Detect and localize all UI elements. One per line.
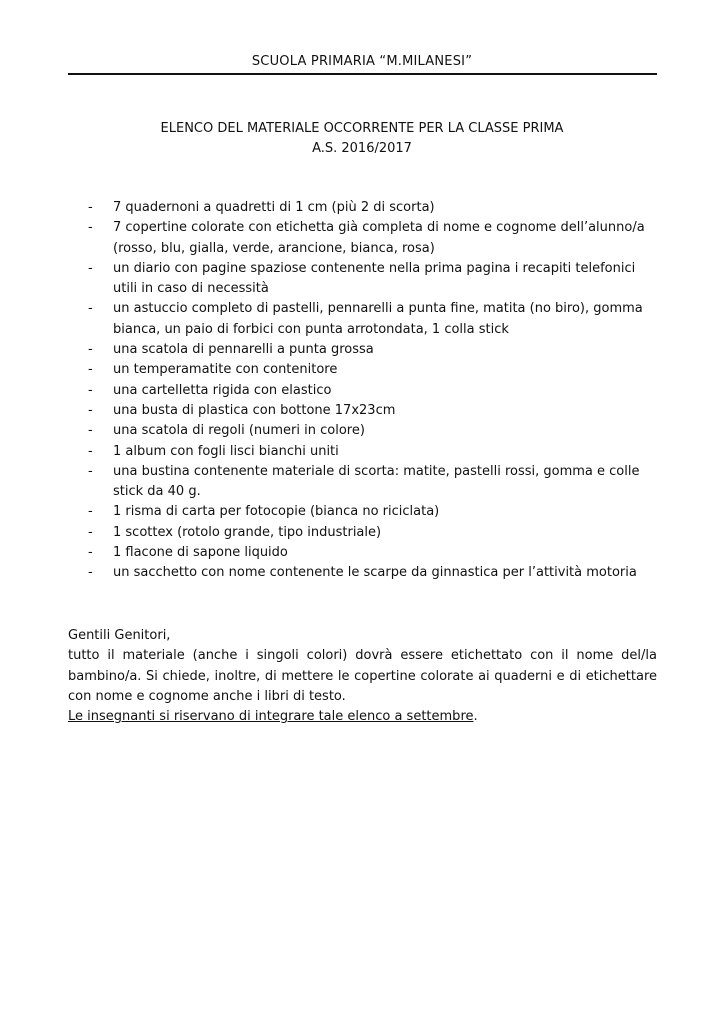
list-item	[88, 523, 658, 543]
list-item	[88, 218, 658, 259]
teachers-note-end: .	[473, 709, 478, 725]
list-item-text: 1 scottex (rotolo grande, tipo industriale)	[113, 524, 382, 540]
list-bullet: -	[88, 423, 93, 439]
list-item-text: un sacchetto con nome contenente le scarpe da ginnastica per l’attività motoria	[113, 565, 637, 581]
list-item-text: una bustina contenente materiale di scorta: matite, pastelli rossi, gomma e colle stick da 40 g.	[113, 463, 640, 500]
list-bullet: -	[88, 200, 93, 215]
list-item-text: 1 flacone di sapone liquido	[113, 545, 288, 561]
list-item-text: una busta di plastica con bottone 17x23cm	[113, 402, 396, 418]
list-bullet: -	[88, 504, 93, 520]
list-bullet: -	[88, 342, 93, 358]
title-line-2: A.S. 2016/2017	[312, 141, 412, 156]
list-bullet: -	[88, 260, 93, 276]
list-item	[88, 563, 658, 583]
list-bullet: -	[88, 301, 93, 317]
list-bullet: -	[88, 565, 93, 581]
list-bullet: -	[88, 463, 93, 479]
school-name-header: SCUOLA PRIMARIA “M.MILANESI”	[251, 54, 473, 69]
list-item	[88, 198, 658, 218]
list-item-text: 1 risma di carta per fotocopie (bianca no riciclata)	[113, 504, 440, 520]
list-item	[88, 543, 658, 563]
list-item	[88, 381, 658, 401]
list-item	[88, 442, 658, 462]
list-bullet: -	[88, 382, 93, 398]
title-line-1: ELENCO DEL MATERIALE OCCORRENTE PER LA CLASSE PRIMA	[160, 121, 564, 136]
list-item-text: una scatola di pennarelli a punta grossa	[113, 342, 374, 358]
header-divider	[68, 73, 657, 75]
list-item	[88, 502, 658, 522]
letter-greeting: Gentili Genitori,	[68, 628, 171, 643]
list-item-text: 1 album con fogli lisci bianchi uniti	[113, 443, 339, 459]
list-item-text: un temperamatite con contenitore	[113, 362, 338, 378]
parents-letter	[68, 626, 657, 727]
list-bullet: -	[88, 220, 93, 236]
list-item-text: 7 quadernoni a quadretti di 1 cm (più 2 di scorta)	[113, 200, 435, 215]
list-item-text: 7 copertine colorate con etichetta già completa di nome e cognome dell’alunno/a (rosso, blu, gialla, verde, arancione, bianca, rosa)	[113, 220, 645, 256]
list-item-text: una cartelletta rigida con elastico	[113, 382, 332, 398]
teachers-note-underlined: Le insegnanti si riservano di integrare tale elenco a settembre	[68, 709, 474, 725]
list-item	[88, 299, 658, 340]
list-item	[88, 421, 658, 441]
list-bullet: -	[88, 362, 93, 378]
list-bullet: -	[88, 545, 93, 561]
list-item	[88, 462, 658, 503]
list-item	[88, 340, 658, 360]
list-item-text: una scatola di regoli (numeri in colore)	[113, 423, 365, 439]
list-bullet: -	[88, 524, 93, 540]
list-item	[88, 360, 658, 380]
list-bullet: -	[88, 443, 93, 459]
letter-note	[68, 707, 657, 727]
letter-body: tutto il materiale (anche i singoli colori) dovrà essere etichettato con il nome del/la bambino/a. Si chiede, inoltre, di mettere le copertine colorate ai quaderni e di etichettare con nome e cognome anche i libri di testo.	[68, 648, 657, 704]
list-item	[88, 259, 658, 300]
list-item	[88, 401, 658, 421]
list-bullet: -	[88, 402, 93, 418]
list-item-text: un astuccio completo di pastelli, pennarelli a punta fine, matita (no biro), gomma bianca, un paio di forbici con punta arrotondata, 1 colla stick	[113, 301, 643, 337]
list-item-text: un diario con pagine spaziose contenente nella prima pagina i recapiti telefonici utili in caso di necessità	[113, 260, 636, 297]
document-title	[68, 119, 656, 159]
materials-list	[88, 198, 658, 584]
